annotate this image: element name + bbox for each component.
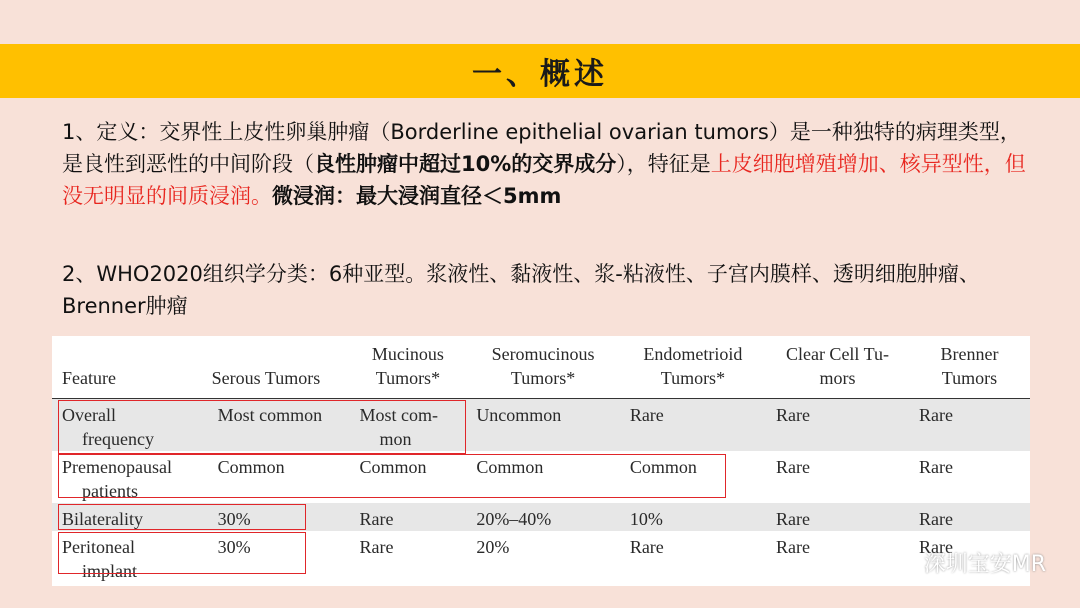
cell-line: Common (217, 456, 285, 477)
cell-line: Common (476, 456, 544, 477)
cell-line: mon (379, 428, 412, 449)
cell-line: Premenopausal (62, 456, 172, 477)
cell-line: frequency (82, 428, 154, 449)
cell-line: 20%–40% (476, 508, 552, 529)
cell-line: Brenner (940, 343, 999, 364)
cell-line: Rare (775, 456, 810, 477)
table-cell (466, 398, 620, 451)
definition-text-a: 1、定义：交界性上皮性卵巢肿瘤（Borderline epithelial ovarian tumors）是一种独特的病理类型，是良性到恶性的中间阶段（ (62, 120, 1021, 176)
cell-line: Peritoneal (62, 536, 135, 557)
cell-line: Bilaterality (62, 508, 143, 529)
cell-line: Rare (775, 536, 810, 557)
cell-line: Mucinous (371, 343, 444, 364)
cell-line: Common (359, 456, 427, 477)
header-cell (620, 336, 766, 398)
watermark-text: 深圳宝安MR (923, 551, 1046, 577)
table-cell (349, 531, 466, 583)
cell-line: patients (82, 480, 138, 501)
cell-line: Clear Cell Tu- (785, 343, 889, 364)
table-cell (620, 531, 766, 583)
table-cell (766, 503, 909, 531)
cell-line: Feature (62, 367, 116, 388)
table-cell (466, 531, 620, 583)
header-cell (52, 336, 208, 398)
table-cell (466, 503, 620, 531)
table-cell (620, 503, 766, 531)
header-cell (909, 336, 1030, 398)
cell-line: Rare (359, 536, 394, 557)
slide-title: 一、概述 (472, 57, 608, 92)
cell-line: Rare (775, 508, 810, 529)
watermark (874, 546, 1046, 578)
cell-line: Rare (629, 536, 664, 557)
cell-line: Most common (217, 404, 323, 425)
cell-line: Rare (918, 536, 953, 557)
cell-line: Common (629, 456, 697, 477)
cell-line: 20% (476, 536, 510, 557)
cell-line: Seromucinous (491, 343, 595, 364)
header-cell (766, 336, 909, 398)
cell-line: 10% (629, 508, 663, 529)
cell-line: Most com- (359, 404, 438, 425)
cell-line: Rare (629, 404, 664, 425)
cell-line: Rare (918, 404, 953, 425)
cell-line: Rare (359, 508, 394, 529)
cell-line: Endometrioid (643, 343, 743, 364)
table-cell (909, 503, 1030, 531)
highlight-box-bilaterality (58, 504, 306, 530)
cell-line: Tumors* (510, 367, 576, 388)
definition-paragraph (62, 116, 1032, 212)
definition-text-microinvasion: 微浸润：最大浸润直径＜5mm (272, 184, 562, 208)
cell-line: mors (819, 367, 856, 388)
definition-text-c: ），特征是 (616, 152, 711, 176)
header-cell (208, 336, 350, 398)
cell-line: Rare (918, 456, 953, 477)
cell-line: 30% (217, 536, 251, 557)
cell-line: Serous Tumors (211, 367, 321, 388)
classification-paragraph: 2、WHO2020组织学分类：6种亚型。浆液性、黏液性、浆-粘液性、子宫内膜样、透明细胞肿瘤、Brenner肿瘤 (62, 262, 980, 318)
definition-text-highlight: 上皮细胞增殖增加、核异型性，但没无明显的间质浸润。 (62, 152, 1026, 208)
header-cell (466, 336, 620, 398)
table-cell (909, 451, 1030, 503)
wechat-icon (874, 546, 918, 578)
definition-text-b: 良性肿瘤中超过10%的交界成分 (314, 152, 617, 176)
table-header-row (52, 336, 1030, 398)
cell-line: Uncommon (476, 404, 562, 425)
table-cell (349, 503, 466, 531)
table-cell (620, 398, 766, 451)
cell-line: Overall (62, 404, 116, 425)
table-cell (766, 451, 909, 503)
cell-line: implant (82, 560, 137, 581)
cell-line: Tumors (941, 367, 998, 388)
highlight-box-peritoneal (58, 532, 306, 574)
cell-line: Rare (918, 508, 953, 529)
table-cell (766, 398, 909, 451)
title-bar (0, 44, 1080, 98)
cell-line: Tumors* (375, 367, 441, 388)
highlight-box-frequency (58, 400, 466, 454)
cell-line: Tumors* (660, 367, 726, 388)
cell-line: Rare (775, 404, 810, 425)
cell-line: 30% (217, 508, 251, 529)
table-cell (909, 398, 1030, 451)
highlight-box-premenopausal (58, 454, 726, 498)
header-cell (349, 336, 466, 398)
